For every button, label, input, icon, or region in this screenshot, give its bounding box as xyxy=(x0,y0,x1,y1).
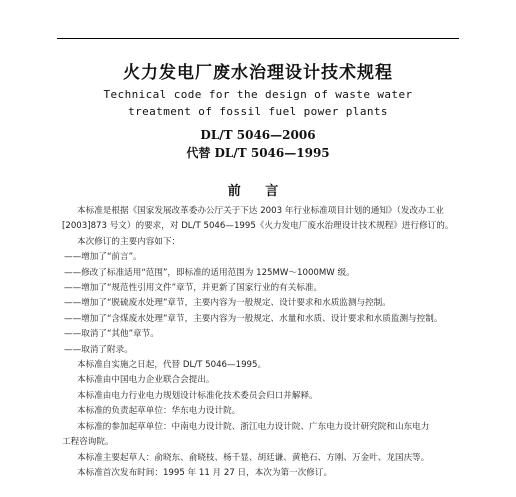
paragraph-line: 本标准的负责起草单位：华东电力设计院。 xyxy=(77,406,241,417)
list-item: ——增加了“规范性引用文件”章节，并更新了国家行业的有关标准。 xyxy=(64,283,323,294)
list-item: ——修改了标准适用“范围”，即标准的适用范围为 125MW～1000MW 级。 xyxy=(64,267,355,278)
paragraph-line: 本标准主要起草人：俞晓东、俞晓枝、杨千显、胡廷谦、黄艳石、方刚、万金叶、龙国庆等。 xyxy=(77,452,430,463)
paragraph-line: 本标准首次发布时间：1995 年 11 月 27 日，本次为第一次修订。 xyxy=(77,467,333,478)
replaced-standard-code: 代替 DL/T 5046—1995 xyxy=(186,146,330,160)
list-item: ——增加了“脱硫废水处理”章节，主要内容为一般规定、设计要求和水质监测与控制。 xyxy=(64,298,391,309)
english-title-line-1: Technical code for the design of waste water xyxy=(103,88,413,101)
list-item: ——取消了附录。 xyxy=(64,344,133,355)
document-title: 火力发电厂废水治理设计技术规程 xyxy=(123,63,393,83)
preface-body xyxy=(62,204,462,481)
standard-code: DL/T 5046—2006 xyxy=(200,128,316,142)
list-item: ——增加了“含煤废水处理”章节，主要内容为一般规定、水量和水质、设计要求和水质监测与控制。 xyxy=(64,313,443,324)
paragraph-line: 本标准自实施之日起，代替 DL/T 5046—1995。 xyxy=(77,360,267,371)
paragraph-line: [2003]873 号文）的要求，对 DL/T 5046—1995《火力发电厂废水治理设计技术规程》进行修订的。 xyxy=(62,221,454,232)
top-rule xyxy=(57,38,459,39)
paragraph-line: 本次修订的主要内容如下： xyxy=(77,236,181,247)
english-title-line-2: treatment of fossil fuel power plants xyxy=(128,105,388,118)
paragraph-line: 本标准的参加起草单位：中南电力设计院、浙江电力设计院、广东电力设计研究院和山东电力 xyxy=(77,421,430,432)
paragraph-line: 本标准由中国电力企业联合会提出。 xyxy=(77,375,215,386)
list-item: ——增加了“前言”。 xyxy=(64,252,142,263)
list-item: ——取消了“其他”章节。 xyxy=(64,329,159,340)
paragraph-line: 工程咨询院。 xyxy=(62,437,114,448)
paragraph-line: 本标准是根据《国家发展改革委办公厅关于下达 2003 年行业标准项目计划的通知》（发改办工业 xyxy=(77,206,444,216)
preface-heading: 前 言 xyxy=(227,184,289,199)
paragraph-line: 本标准由电力行业电力规划设计标准化技术委员会归口并解释。 xyxy=(77,390,318,401)
